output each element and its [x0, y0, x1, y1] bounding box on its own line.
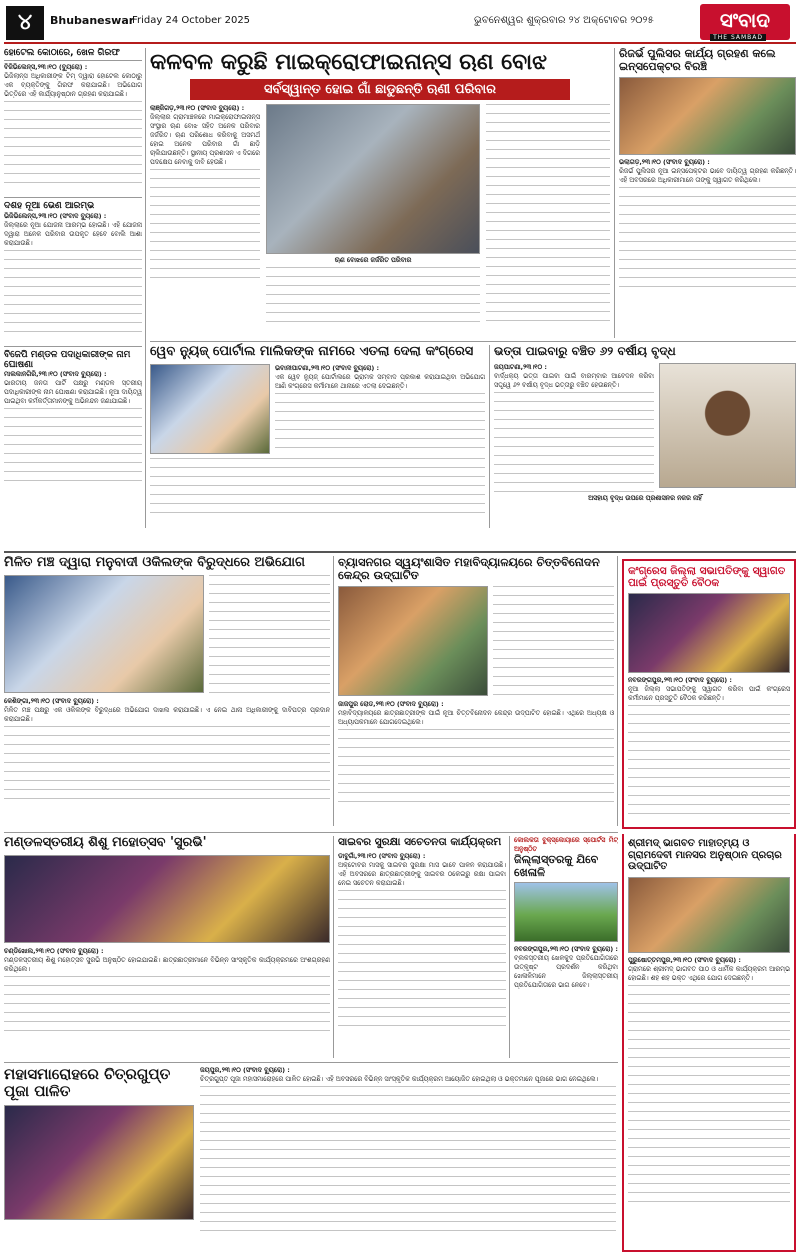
story-headline: କଂଗ୍ରେସ ଜିଲ୍ଲା ସଭାପତିଙ୍କୁ ସ୍ୱାଗତ ପାଇଁ ପ୍ରସ୍ତୁତି ବୈଠକ: [628, 565, 786, 590]
edition-label: Bhubaneswar: [50, 14, 135, 27]
story-dateline: ଲାଞ୍ଜିଗଡ଼,୨୩।୧୦ (ସଂବାଦ ବ୍ୟୁରୋ) :: [150, 104, 245, 113]
story-body: ଅକ୍ଟୋବର ମାସକୁ ସାଇବର ସୁରକ୍ଷା ମାସ ଭାବେ ପାଳନ କରାଯାଉଛି। ଏହି ଅବସରରେ ଛାତ୍ରଛାତ୍ରୀଙ୍କୁ ସାଇବର ଠକେଇରୁ ରକ୍ଷା ପାଇବା ନେଇ ସଚେତନ କରାଯାଇଛି।: [338, 861, 506, 888]
story-body: ଜିଲ୍ଲାର ଗ୍ରାମାଞ୍ଚଳରେ ମାଇକ୍ରୋଫାଇନାନ୍ସ ସଂସ୍ଥାର ଋଣ ବୋଝ ସହିତ ଅନେକ ପରିବାର ଜର୍ଜରିତ। ଋଣ ପରିଶୋଧ କରିବାକୁ ଅସମର୍ଥ ହୋଇ ଅନେକ ପରିବାର ଗାଁ ଛାଡ଼ି ଚାଲିଯାଉଛନ୍ତି। ସ୍ଥାନୀୟ ପ୍ରଶାସନ ଏ ଦିଗରେ ପଦକ୍ଷେପ ନେବାକୁ ଦାବି ହେଉଛି।: [150, 113, 260, 167]
story-headline: ହୋଟେଲ କୋଠାରେ, ଖେଳ ଗିରଫ: [4, 48, 142, 61]
story-body: ମହାବିଦ୍ୟାଳୟରେ ଛାତ୍ରଛାତ୍ରୀଙ୍କ ପାଇଁ ନୂଆ ଚିତ୍ତବିନୋଦନ କେନ୍ଦ୍ର ଉଦ୍‌ଘାଟିତ ହୋଇଛି। ଏଥିରେ ଅଧ୍ୟକ୍ଷ ଓ ଅଧ୍ୟାପକମାନେ ଯୋଗଦେଇଥିଲେ।: [338, 709, 614, 727]
column-divider: [617, 556, 618, 826]
column-divider: [614, 48, 615, 338]
story-photo: [514, 882, 618, 942]
story-kicker: କୋଲକତା ବୁକ୍‌ସ୍କୋୟାରେ ସ୍ପୋର୍ଟସ ମିଟ୍ ଅନୁଷ୍ଠିତ: [514, 836, 618, 853]
cyber-security-story: [338, 836, 506, 1058]
story-photo: [659, 363, 796, 488]
college-center-story: [338, 556, 614, 826]
story-body: ରିଜର୍ଭ ପୁଲିସର ନୂଆ ଇନ୍‌ସପେକ୍ଟର ଭାବେ ଦାୟିତ୍ୱ ଗ୍ରହଣ କରିଛନ୍ତି। ଏହି ଅବସରରେ ଅଧିକାରୀମାନେ ତାଙ୍କୁ ସ୍ୱାଗତ କରିଥିଲେ।: [619, 167, 796, 185]
masthead: [4, 4, 796, 44]
story-body: ଭିଜିଲାନ୍ସ ଅଧିକାରୀଙ୍କ ଟିମ୍ ଦ୍ୱାରା ହୋଟେଲ କୋଠାରୁ ଏକ ବ୍ୟକ୍ତିଙ୍କୁ ଗିରଫ କରାଯାଇଛି। ଅଭିଯୋଗ ଭିତ୍ତିରେ ଏହି କାର୍ଯ୍ୟାନୁଷ୍ଠାନ ଗ୍ରହଣ କରାଯାଇଛି।: [4, 72, 142, 99]
lead-story: [150, 48, 610, 338]
date-english: Friday 24 October 2025: [132, 15, 251, 26]
section-divider: [150, 341, 796, 342]
congress-complaint-story: [150, 345, 485, 528]
column-divider: [333, 836, 334, 1058]
text-filler: [150, 169, 260, 279]
congress-meeting-story: [622, 559, 796, 829]
lead-sub-banner: ସର୍ବସ୍ୱାନ୍ତ ହୋଇ ଗାଁ ଛାଡୁଛନ୍ତି ଋଣୀ ପରିବାର: [190, 79, 570, 100]
story-headline: ମହାସମାରୋହରେ ଚିତ୍ରଗୁପ୍ତ ପୂଜା ପାଳିତ: [4, 1065, 171, 1101]
text-filler: [150, 458, 485, 513]
right-top-story: [619, 48, 796, 338]
text-filler: [628, 985, 790, 1205]
story-photo: [619, 77, 796, 155]
story-body: ଭାରତୀୟ ଜନତା ପାର୍ଟି ପକ୍ଷରୁ ମଣ୍ଡଳ ସ୍ତରୀୟ ପଦାଧିକାରୀଙ୍କ ନାମ ଘୋଷଣା କରାଯାଇଛି। ନୂଆ ଦାୟିତ୍ୱ ପାଇଥିବା କର୍ମକର୍ତ୍ତାମାନଙ୍କୁ ଅଭିନନ୍ଦନ ଜଣାଯାଇଛି।: [4, 379, 142, 406]
column-divider: [509, 836, 510, 1058]
story-body: ମିଳିତ ମଞ୍ଚ ପକ୍ଷରୁ ଏକ ଓକିଲଙ୍କ ବିରୁଦ୍ଧରେ ଅଭିଯୋଗ ଦାଖଲ କରାଯାଇଛି। ଏ ନେଇ ଥାନା ଅଧିକାରୀଙ୍କୁ ଦାବିପତ୍ର ପ୍ରଦାନ କରାଯାଇଛି।: [4, 705, 330, 723]
page-number: ୪: [6, 6, 44, 40]
story-dateline: କେଶିଙ୍ଗା,୨୩।୧୦ (ସଂବାଦ ବ୍ୟୁରୋ) :: [4, 696, 99, 705]
logo-subtitle: THE SAMBAD: [710, 34, 766, 41]
story-dateline: ଜୟପୁର,୨୩।୧୦ (ସଂବାଦ ବ୍ୟୁରୋ) :: [200, 1066, 290, 1074]
text-filler: [338, 729, 614, 809]
section-divider: [4, 551, 796, 553]
story-body: ଜିଲ୍ଲାରେ ନୂଆ ଯୋଜନା ଆରମ୍ଭ ହୋଇଛି। ଏହି ଯୋଜନା ଦ୍ୱାରା ଅନେକ ପରିବାର ଉପକୃତ ହେବେ ବୋଲି ଆଶା କରାଯାଉଛି।: [4, 220, 142, 247]
text-filler: [4, 408, 142, 488]
story-dateline: ଭଲାଗଡ଼,୨୩।୧୦ (ସଂବାଦ ବ୍ୟୁରୋ) :: [619, 158, 710, 167]
story-dateline: ପୁରୁଷୋତ୍ତମପୁର,୨୩।୧୦ (ସଂବାଦ ବ୍ୟୁରୋ) :: [628, 955, 741, 964]
column-divider: [489, 345, 490, 528]
sports-meet-story: [514, 836, 618, 1058]
story-photo: [4, 855, 330, 943]
text-filler: [209, 575, 330, 693]
newspaper-logo: ସଂବାଦ: [700, 4, 790, 40]
story-dateline: ଭିଜିଭିଲେନ୍ସ,୨୩।୧୦ (ସଂବାଦ ବ୍ୟୁରୋ) :: [4, 211, 107, 220]
chitragupta-puja-story: [4, 1066, 616, 1252]
story-headline: ମିଳିତ ମଞ୍ଚ ଦ୍ୱାରା ମନୁବାଦୀ ଓକିଲଙ୍କ ବିରୁଦ୍ଧରେ ଅଭିଯୋଗ: [4, 555, 305, 570]
section-divider: [4, 1062, 618, 1063]
story-body: ଏକ ୱେବ ନ୍ୟୁଜ୍ ପୋର୍ଟାଲରେ ଭ୍ରାମକ ସମ୍ବାଦ ପ୍ରକାଶ କରାଯାଇଥିବା ଅଭିଯୋଗ ଆଣି କଂଗ୍ରେସ କର୍ମୀମାନେ ଥାନାରେ ଏତଲା ଦେଇଛନ୍ତି।: [275, 372, 485, 390]
story-body: ନୂଆ ଜିଲ୍ଲା ସଭାପତିଙ୍କୁ ସ୍ୱାଗତ କରିବା ପାଇଁ କଂଗ୍ରେସ କର୍ମୀମାନେ ପ୍ରସ୍ତୁତି ବୈଠକ କରିଛନ୍ତି।: [628, 685, 790, 703]
text-filler: [619, 187, 796, 287]
story-dateline: ନବରଙ୍ଗପୁର,୨୩।୧୦ (ସଂବାଦ ବ୍ୟୁରୋ) :: [628, 676, 732, 685]
story-body: ଗ୍ରାମରେ ଶ୍ରୀମଦ୍ ଭାଗବତ ପାଠ ଓ ଧାର୍ମିକ କାର୍ଯ୍ୟକ୍ରମ ଆରମ୍ଭ ହୋଇଛି। ଶହ ଶହ ଭକ୍ତ ଏଥିରେ ଯୋଗ ଦେଇଛନ୍ତି।: [628, 964, 790, 982]
lead-photo: [266, 104, 480, 254]
column-divider: [145, 48, 146, 528]
story-photo: [150, 364, 270, 454]
bhagavat-story: [622, 834, 796, 1252]
text-filler: [338, 890, 506, 1030]
story-dateline: ମାଲକାନଗିରି,୨୩।୧୦ (ସଂବାଦ ବ୍ୟୁରୋ) :: [4, 370, 107, 379]
story-headline: ସାଇବର ସୁରକ୍ଷା ସଚେତନତା କାର୍ଯ୍ୟକ୍ରମ: [338, 836, 502, 848]
story-headline: ବ୍ୟାସନଗର ସ୍ୱୟଂଶାସିତ ମହାବିଦ୍ୟାଳୟରେ ଚିତ୍ତବିନୋଦନ କେନ୍ଦ୍ର ଉଦ୍‌ଘାଟିତ: [338, 555, 600, 583]
story-dateline: ଜାଜପୁର ରୋଡ,୨୩।୧୦ (ସଂବାଦ ବ୍ୟୁରୋ) :: [338, 700, 444, 709]
text-filler: [266, 267, 480, 327]
story-headline: ଭତ୍ତା ପାଇବାରୁ ବଞ୍ଚିତ ୬୨ ବର୍ଷୀୟ ବୃଦ୍ଧ: [494, 344, 676, 358]
elderly-allowance-story: [494, 345, 796, 528]
text-filler: [628, 705, 790, 815]
story-photo: [338, 586, 488, 696]
story-photo: [628, 877, 790, 953]
photo-caption: ଋଣ ବୋଝରେ ଜର୍ଜରିତ ପରିବାର: [334, 256, 412, 265]
children-festival-story: [4, 836, 330, 1058]
text-filler: [4, 101, 142, 191]
text-filler: [275, 393, 485, 448]
story-dateline: ନବରଙ୍ଗପୁର,୨୩।୧୦ (ସଂବାଦ ବ୍ୟୁରୋ) :: [514, 945, 618, 954]
story-photo: [4, 1105, 194, 1220]
story-photo: [4, 575, 204, 693]
manuvadi-complaint-story: [4, 556, 330, 826]
story-body: ମଣ୍ଡଳସ୍ତରୀୟ ଶିଶୁ ମହୋତ୍ସବ ସୁରଭି ଅନୁଷ୍ଠିତ ହୋଇଯାଇଛି। ଛାତ୍ରଛାତ୍ରୀମାନେ ବିଭିନ୍ନ ସାଂସ୍କୃତିକ କାର୍ଯ୍ୟକ୍ରମରେ ଅଂଶଗ୍ରହଣ କରିଥିଲେ।: [4, 955, 330, 973]
text-filler: [4, 726, 330, 806]
date-odia: ଭୁବନେଶ୍ୱର ଶୁକ୍ରବାର ୨୪ ଅକ୍ଟୋବର ୨୦୨୫: [474, 15, 654, 26]
text-filler: [4, 976, 330, 1036]
column-divider: [333, 556, 334, 826]
story-headline: ୱେବ ନ୍ୟୁଜ୍ ପୋର୍ଟାଲ ମାଲିକଙ୍କ ନାମରେ ଏତଲା ଦେଲା କଂଗ୍ରେସ: [150, 344, 474, 359]
lead-headline: କଳବଳ କରୁଛି ମାଇକ୍ରୋଫାଇନାନ୍ସ ଋଣ ବୋଝ: [150, 50, 548, 75]
story-headline: ଜିଲ୍ଲାସ୍ତରକୁ ଯିବେ ଖେଳାଳି: [514, 853, 599, 879]
text-filler: [4, 250, 142, 340]
story-photo: [628, 593, 790, 673]
story-body: ବାର୍ଦ୍ଧକ୍ୟ ଭତ୍ତା ପାଇବା ପାଇଁ ବାରମ୍ବାର ଆବେଦନ କରିବା ସତ୍ତ୍ୱେ ୬୨ ବର୍ଷୀୟ ବୃଦ୍ଧ ଭତ୍ତାରୁ ବଞ୍ଚିତ ହେଉଛନ୍ତି।: [494, 371, 654, 389]
story-body: ଚିତ୍ରଗୁପ୍ତ ପୂଜା ମହାସମାରୋହରେ ପାଳିତ ହୋଇଛି। ଏହି ଅବସରରେ ବିଭିନ୍ନ ସାଂସ୍କୃତିକ କାର୍ଯ୍ୟକ୍ରମ ଆୟୋଜିତ ହୋଇଥିଲା ଓ ଭକ୍ତମାନେ ପୂଜାରେ ଭାଗ ନେଇଥିଲେ।: [200, 1075, 599, 1083]
story-dateline: ଭବାନୀପାଟଣା,୨୩।୧୦ (ସଂବାଦ ବ୍ୟୁରୋ) :: [275, 363, 380, 372]
story-headline: ରିଜର୍ଭ ପୁଲିସର କାର୍ଯ୍ୟ ଗ୍ରହଣ କଲେ ଇନ୍‌ସପେକ୍ଟର ବିରଞ୍ଚି: [619, 47, 776, 73]
story-dateline: ଜୟପାଟଣା,୨୩।୧୦ :: [494, 362, 547, 371]
story-headline: ଦଶହ ନୂଆ ଭେଣ ଆରମ୍ଭ: [4, 197, 142, 211]
story-dateline: ବିଜିଭିଲେନ୍ସ,୨୩।୧୦ (ବ୍ୟୁରୋ) :: [4, 63, 88, 72]
story-body: ବ୍ଲକସ୍ତରୀୟ ଖେଳକୁଦ ପ୍ରତିଯୋଗିତାରେ ଉତ୍କୃଷ୍ଟ ପ୍ରଦର୍ଶନ କରିଥିବା ଖେଳାଳିମାନେ ଜିଲ୍ଲାସ୍ତରୀୟ ପ୍ରତିଯୋଗିତାରେ ଭାଗ ନେବେ।: [514, 954, 618, 990]
story-headline: ଶ୍ରୀମଦ୍ ଭାଗବତ ମାହାତ୍ମ୍ୟ ଓ ଗ୍ରାମଦେବୀ ମାନସର ଅନୁଷ୍ଠାନ ପ୍ରଚାର ଉଦ୍‌ଘାଟିତ: [628, 838, 782, 872]
left-column: [4, 48, 142, 528]
story-headline: ମଣ୍ଡଳସ୍ତରୀୟ ଶିଶୁ ମହୋତ୍ସବ 'ସୁରଭି': [4, 835, 207, 850]
text-filler: [493, 586, 614, 696]
story-headline: ବିଜେପି ମଣ୍ଡଳ ପଦାଧିକାରୀଙ୍କ ନାମ ଘୋଷଣା: [4, 346, 142, 371]
section-divider: [4, 832, 618, 833]
photo-caption: ଅସହାୟ ବୃଦ୍ଧ ଉପରେ ପ୍ରଶାସନର ନଜର ନାହିଁ: [588, 493, 702, 502]
story-dateline: ଡାବୁଗାଁ,୨୩।୧୦ (ସଂବାଦ ବ୍ୟୁରୋ) :: [338, 852, 426, 861]
story-dateline: ଚଣ୍ଡିଖୋଲ,୨୩।୧୦ (ସଂବାଦ ବ୍ୟୁରୋ) :: [4, 946, 104, 955]
text-filler: [200, 1086, 616, 1236]
text-filler: [486, 104, 610, 324]
text-filler: [494, 392, 654, 492]
